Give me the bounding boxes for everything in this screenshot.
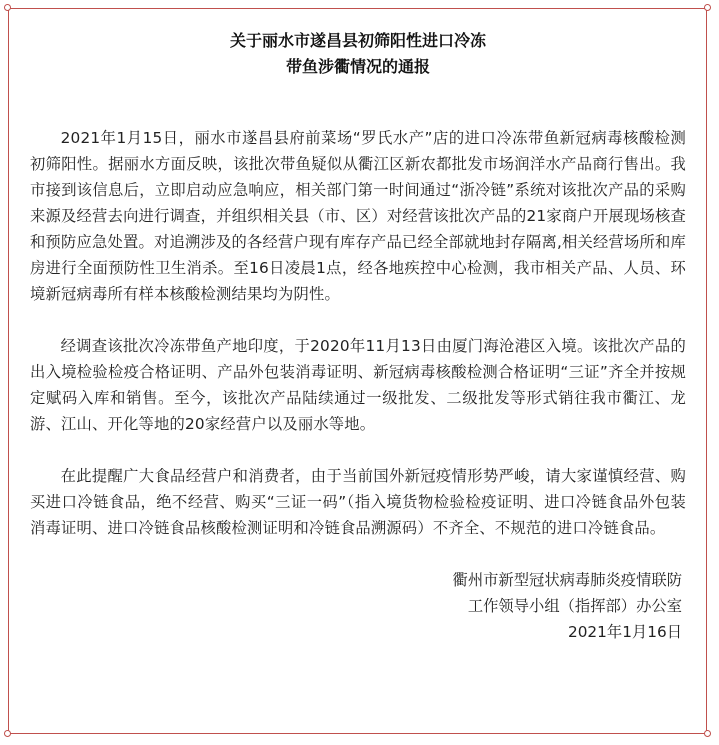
document-title-line-2: 带鱼涉衢情况的通报 [285,57,430,76]
signature-org-line-2: 工作领导小组（指挥部）办公室 [467,597,682,615]
frame-corner-ornament [4,4,11,11]
paragraph-1: 2021年1月15日，丽水市遂昌县府前菜场“罗氏水产”店的进口冷冻带鱼新冠病毒核酸检测初筛阳性。据丽水方面反映，该批次带鱼疑似从衢江区新农都批发市场润洋水产品商行售出。我市接到该信息后，立即启动应急响应，相关部门第一时间通过“浙冷链”系统对该批次产品的采购来源及经营去向进行调查，并组织相关县（市、区）对经营该批次产品的21家商户开展现场核查和预防应急处置。对追溯涉及的各经营户现有库存产品已经全部就地封存隔离,相关经营场所和库房进行全面预防性卫生消杀。至16日凌晨1点，经各地疾控中心检测，我市相关产品、人员、环境新冠病毒所有样本核酸检测结果均为阴性。 [30,129,686,303]
document-title-line-1: 关于丽水市遂昌县初筛阳性进口冷冻 [229,31,486,50]
signature-block [30,567,686,645]
frame-corner-ornament [704,730,711,737]
signature-org-line-1: 衢州市新型冠状病毒肺炎疫情联防 [452,571,682,589]
paragraph-2: 经调查该批次冷冻带鱼产地印度，于2020年11月13日由厦门海沧港区入境。该批次产品的出入境检验检疫合格证明、产品外包装消毒证明、新冠病毒核酸检测合格证明“三证”齐全并按规定赋码入库和销售。至今，该批次产品陆续通过一级批发、二级批发等形式销往我市衢江、龙游、江山、开化等地的20家经营户以及丽水等地。 [30,337,686,433]
paragraph-3: 在此提醒广大食品经营户和消费者，由于当前国外新冠疫情形势严峻，请大家谨慎经营、购买进口冷链食品，绝不经营、购买“三证一码”（指入境货物检验检疫证明、进口冷链食品外包装消毒证明、进口冷链食品核酸检测证明和冷链食品溯源码）不齐全、不规范的进口冷链食品。 [30,467,686,537]
frame-corner-ornament [704,4,711,11]
signature-date: 2021年1月16日 [567,623,682,641]
frame-corner-ornament [4,730,11,737]
document-body [30,28,686,645]
